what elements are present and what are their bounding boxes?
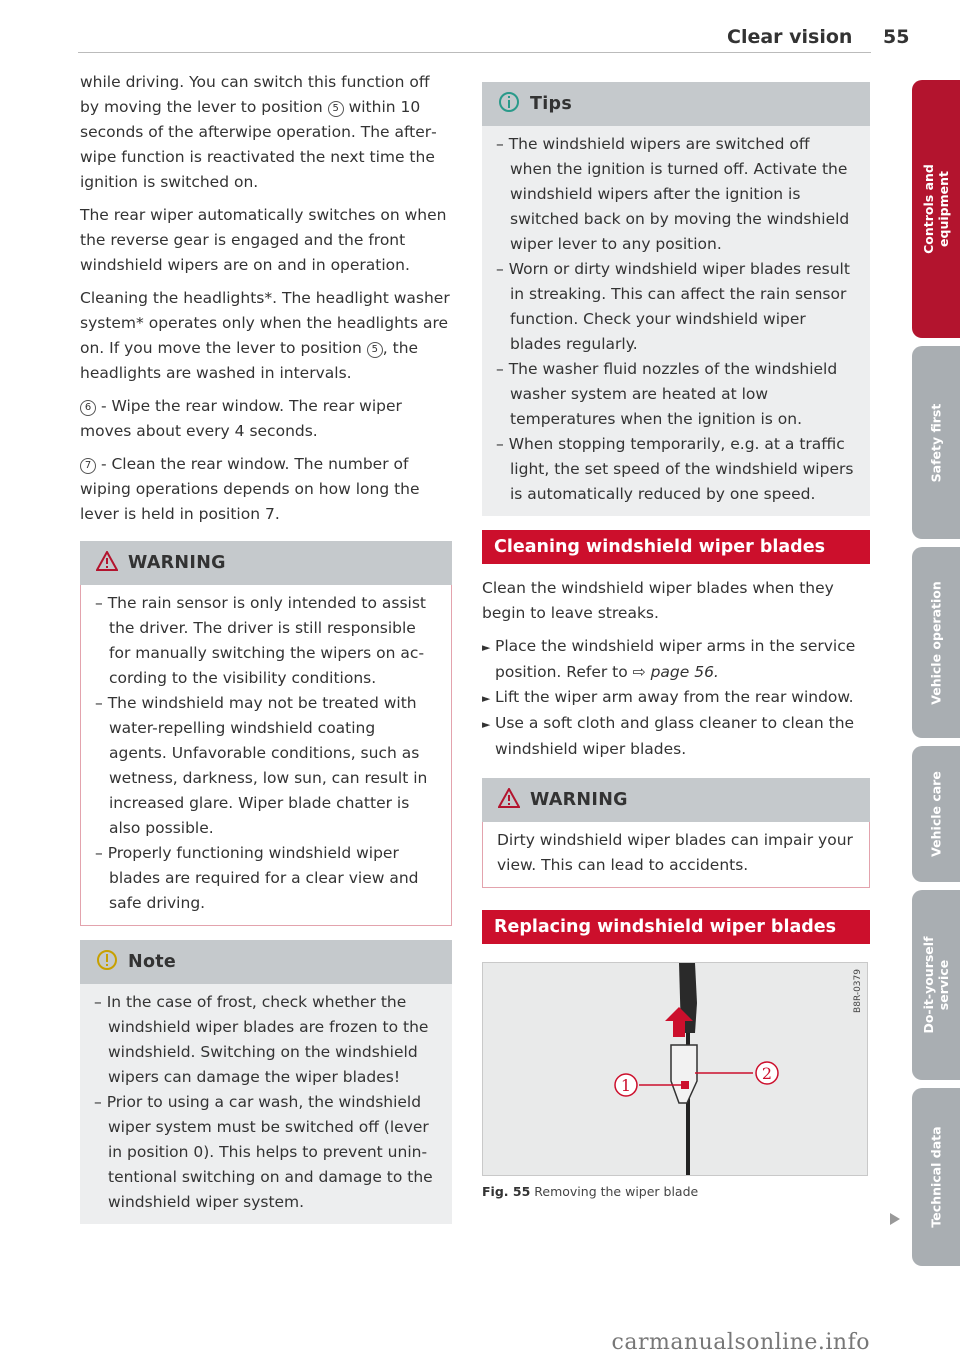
right-column [482, 82, 870, 1199]
paragraph-cleaning-intro: Clean the windshield wiper blades when they begin to leave streaks. [482, 579, 834, 622]
paragraph-rear-wiper: The rear wiper automatically switches on when the reverse gear is engaged and the front windshield wipers are on and in operation. [80, 206, 447, 274]
wiper-blade-illustration [483, 963, 867, 1175]
tab-diy-service[interactable]: Do-it-yourself service [912, 890, 960, 1080]
note-list [94, 990, 438, 1215]
figure-wiper-blade [482, 962, 868, 1176]
list-item: – When stopping temporarily, e.g. at a traffic light, the set speed of the windshield wipers is automatically reduced by one speed. [496, 432, 856, 507]
info-circle-icon [498, 91, 520, 118]
list-item: – The washer fluid nozzles of the windshield washer system are heated at low temperatures when the ignition is on. [496, 357, 856, 432]
list-item: – The rain sensor is only intended to assist the driver. The driver is still responsible for manually switching the wipers on according to the visibility conditions. [95, 591, 437, 691]
warning-box [80, 541, 452, 926]
note-header: Note [80, 940, 452, 984]
cleaning-steps [482, 634, 870, 762]
position-5-marker: 5 [328, 101, 344, 117]
tab-vehicle-operation[interactable]: Vehicle operation [912, 547, 960, 738]
list-item: ► Place the windshield wiper arms in the service position. Refer to ⇨ page 56. [482, 637, 856, 681]
release-button [681, 1081, 689, 1089]
header-section-title: Clear vision [727, 26, 853, 48]
figure-code: B8R-0379 [853, 969, 863, 1013]
list-item: ► Use a soft cloth and glass cleaner to clean the windshield wiper blades. [482, 714, 855, 758]
warning-header: WARNING [482, 778, 870, 822]
tab-technical-data[interactable]: Technical data [912, 1088, 960, 1266]
paragraph-position-6: 6 - Wipe the rear window. The rear wiper moves about every 4 seconds. [80, 397, 402, 440]
wiper-clip [671, 1045, 697, 1103]
list-item: – In the case of frost, check whether the windshield wiper blades are frozen to the windshield. Switching on the windshield wipers can damage the wiper blades! [94, 990, 438, 1090]
warning-header: WARNING [80, 541, 452, 585]
continue-arrow-icon [890, 1213, 900, 1225]
warning-box-2 [482, 778, 870, 888]
warning-list [95, 591, 437, 916]
list-item: ► Lift the wiper arm away from the rear window. [482, 688, 854, 706]
section-heading-cleaning: Cleaning windshield wiper blades [482, 530, 870, 564]
tab-vehicle-care[interactable]: Vehicle care [912, 746, 960, 882]
header-rule [78, 52, 871, 53]
list-item: – Worn or dirty windshield wiper blades result in streaking. This can affect the rain sensor function. Check your windshield wiper blades regularly. [496, 257, 856, 357]
section-heading-replacing: Replacing windshield wiper blades [482, 910, 870, 944]
figure-caption: Fig. 55 Removing the wiper blade [482, 1184, 699, 1199]
tips-box [482, 82, 870, 516]
tab-safety[interactable]: Safety first [912, 346, 960, 539]
callout-1: 1 [620, 1076, 632, 1095]
callout-2: 2 [761, 1064, 773, 1083]
tab-controls[interactable]: Controls and equipment [912, 80, 960, 338]
footer [0, 1322, 960, 1361]
note-box [80, 940, 452, 1224]
tips-list [496, 132, 856, 507]
tips-header: Tips [482, 82, 870, 126]
header-page-number: 55 [883, 26, 910, 48]
paragraph-headlights: Cleaning the headlights*. The headlight washer system* operates only when the headlights are on. If you move the lever to position 5 , the headlights are washed in intervals. [80, 289, 450, 382]
warning-triangle-icon [498, 788, 520, 813]
watermark-text: carmanualsonline.info [611, 1330, 870, 1355]
list-item: – Properly functioning windshield wiper blades are required for a clear view and safe driving. [95, 841, 437, 916]
exclamation-circle-icon [96, 949, 118, 976]
warning-text: Dirty windshield wiper blades can impair your view. This can lead to accidents. [497, 831, 853, 874]
list-item: – Prior to using a car wash, the windshield wiper system must be switched off (lever in position 0). This helps to prevent unintentional switching on and damage to the windshield wiper system. [94, 1090, 438, 1215]
paragraph-afterwipe: while driving. You can switch this function off by moving the lever to position 5 within 10 seconds of the afterwipe operation. The afterwipe function is reactivated the next time the ignition is switched on. [80, 73, 437, 191]
list-item: – The windshield wipers are switched off when the ignition is turned off. Activate the windshield wipers after the ignition is switched back on by moving the windshield wiper lever to any position. [496, 132, 856, 257]
list-item: – The windshield may not be treated with water-repelling windshield coating agents. Unfavorable conditions, such as wetness, darkness, low sun, can result in increased glare. Wiper blade chatter is also possible. [95, 691, 437, 841]
paragraph-position-7: 7 - Clean the rear window. The number of wiping operations depends on how long the lever is held in position 7. [80, 455, 420, 523]
position-5-marker: 5 [367, 342, 383, 358]
warning-triangle-icon [96, 551, 118, 576]
page-reference-link[interactable]: ⇨ page 56. [632, 663, 719, 681]
left-column [80, 70, 452, 1224]
position-7-marker: 7 [80, 458, 96, 474]
position-6-marker: 6 [80, 400, 96, 416]
